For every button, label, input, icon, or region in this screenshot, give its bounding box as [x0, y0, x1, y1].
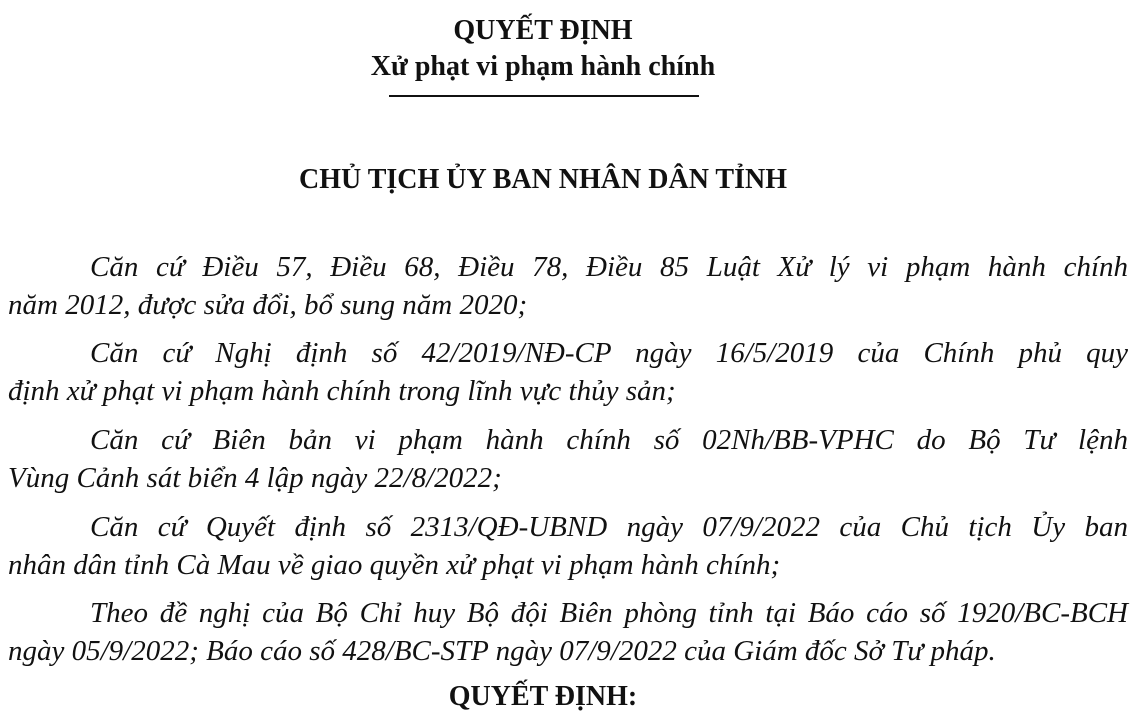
paragraph-line: Theo đề nghị của Bộ Chỉ huy Bộ đội Biên phòng tỉnh tại Báo cáo số 1920/BC-BCH — [90, 597, 1128, 629]
paragraph-line: định xử phạt vi phạm hành chính trong lĩnh vực thủy sản; — [8, 375, 676, 407]
paragraph-line: Vùng Cảnh sát biển 4 lập ngày 22/8/2022; — [8, 462, 502, 494]
paragraph-line: Căn cứ Nghị định số 42/2019/NĐ-CP ngày 16/5/2019 của Chính phủ quy — [90, 337, 1128, 369]
paragraph-line: năm 2012, được sửa đổi, bổ sung năm 2020; — [8, 289, 528, 321]
legal-basis-paragraph — [8, 248, 1128, 324]
legal-basis-paragraph — [8, 508, 1128, 584]
paragraph-line: nhân dân tỉnh Cà Mau về giao quyền xử phạt vi phạm hành chính; — [8, 549, 781, 581]
issuer-heading: CHỦ TỊCH ỦY BAN NHÂN DÂN TỈNH — [299, 164, 787, 195]
document-title: QUYẾT ĐỊNH — [453, 15, 633, 46]
decision-heading: QUYẾT ĐỊNH: — [448, 681, 638, 712]
document-subtitle: Xử phạt vi phạm hành chính — [370, 51, 716, 82]
recommendation-paragraph — [8, 594, 1128, 670]
legal-basis-paragraph — [8, 334, 1128, 410]
legal-basis-paragraph — [8, 421, 1128, 497]
title-underline — [389, 95, 699, 97]
paragraph-line: Căn cứ Điều 57, Điều 68, Điều 78, Điều 85 Luật Xử lý vi phạm hành chính — [90, 251, 1128, 283]
paragraph-line: Căn cứ Biên bản vi phạm hành chính số 02Nh/BB-VPHC do Bộ Tư lệnh — [90, 424, 1128, 456]
paragraph-line: ngày 05/9/2022; Báo cáo số 428/BC-STP ngày 07/9/2022 của Giám đốc Sở Tư pháp. — [8, 635, 996, 667]
paragraph-line: Căn cứ Quyết định số 2313/QĐ-UBND ngày 07/9/2022 của Chủ tịch Ủy ban — [90, 511, 1128, 543]
